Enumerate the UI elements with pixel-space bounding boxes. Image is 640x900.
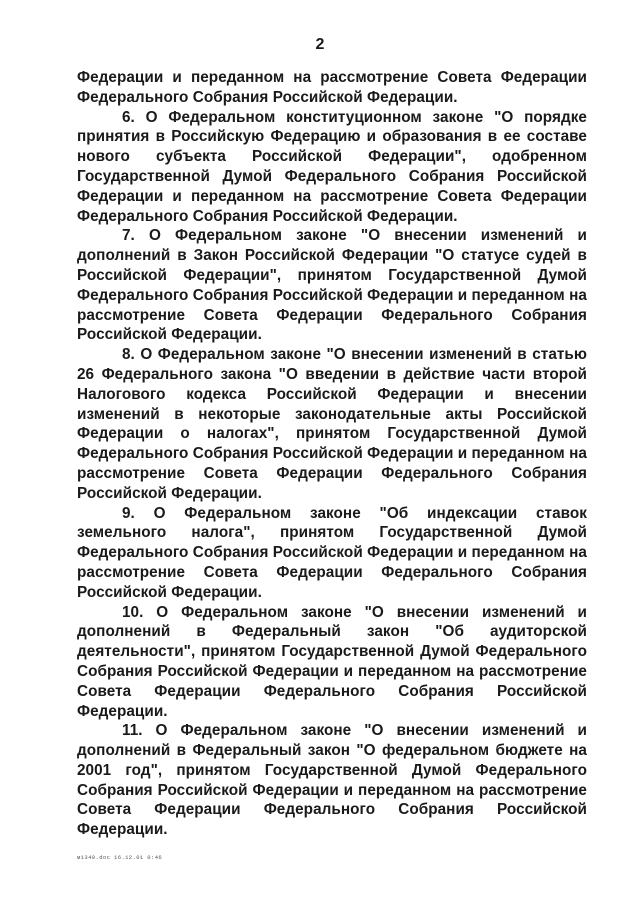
paragraph-continuation: Федерации и переданном на рассмотрение Совета Федерации Федерального Собрания Российской Федерации. <box>77 69 587 106</box>
agenda-item-9: 9. О Федеральном законе "Об индексации ставок земельного налога", принятом Государственной Думой Федерального Собрания Российской Федерации и переданном на рассмотрение Совета Федерации Федерального Собрания Российской Федерации. <box>77 504 587 601</box>
file-reference: м1340.doc 16.12.01 0:46 <box>77 854 163 861</box>
agenda-item-11: 11. О Федеральном законе "О внесении изменений и дополнений в Федеральный закон "О федеральном бюджете на 2001 год", принятом Государственной Думой Федерального Собрания Российской Федерации и переданном на рассмотрение Совета Федерации Федерального Собрания Российской Федерации. <box>77 722 587 839</box>
document-body <box>77 68 587 840</box>
agenda-item-6: 6. О Федеральном конституционном законе "О порядке принятия в Российскую Федерацию и образования в ее составе нового субъекта Российской Федерации", одобренном Государственной Думой Федерального Собрания Российской Федерации и переданном на рассмотрение Совета Федерации Федерального Собрания Российской Федерации. <box>77 108 587 225</box>
agenda-item-8: 8. О Федеральном законе "О внесении изменений в статью 26 Федерального закона "О введении в действие части второй Налогового кодекса Российской Федерации и внесении изменений в некоторые законодательные акты Российской Федерации о налогах", принятом Государственной Думой Федерального Собрания Российской Федерации и переданном на рассмотрение Совета Федерации Федерального Собрания Российской Федерации. <box>77 346 587 502</box>
agenda-item-7: 7. О Федеральном законе "О внесении изменений и дополнений в Закон Российской Федерации "О статусе судей в Российской Федерации", принятом Государственной Думой Федерального Собрания Российской Федерации и переданном на рассмотрение Совета Федерации Федерального Собрания Российской Федерации. <box>77 227 587 344</box>
page-number: 2 <box>315 36 325 53</box>
agenda-item-10: 10. О Федеральном законе "О внесении изменений и дополнений в Федеральный закон "Об аудиторской деятельности", принятом Государственной Думой Федерального Собрания Российской Федерации и переданном на рассмотрение Совета Федерации Федерального Собрания Российской Федерации. <box>77 603 587 720</box>
